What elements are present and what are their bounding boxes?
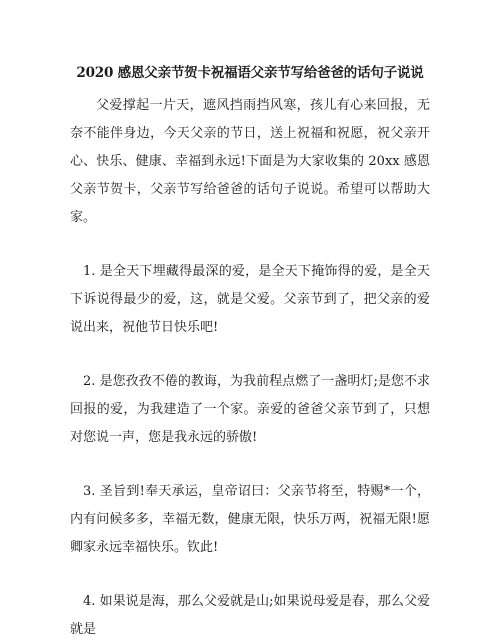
intro-paragraph: 父爱撑起一片天，遮风挡雨挡风寒，孩儿有心来回报，无奈不能伴身边，今天父亲的节日，送上祝福和祝愿，祝父亲开心、快乐、健康、幸福到永远!下面是为大家收集的 20xx 感恩父亲节贺卡，父亲节写给爸爸的话句子说说。希望可以帮助大家。: [70, 98, 430, 225]
list-item: 4. 如果说是海，那么父爱就是山;如果说母爱是春，那么父爱就是: [70, 594, 430, 637]
document-title: 2020 感恩父亲节贺卡祝福语父亲节写给爸爸的话句子说说: [76, 65, 424, 81]
list-item: 3. 圣旨到!奉天承运，皇帝诏曰：父亲节将至，特赐*一个，内有问候多多，幸福无数，健康无限，快乐万两，祝福无限!愿卿家永远幸福快乐。钦此!: [70, 484, 430, 555]
list-item: 1. 是全天下埋藏得最深的爱，是全天下掩饰得的爱，是全天下诉说得最少的爱，这，就是父爱。父亲节到了，把父亲的爱说出来，祝他节日快乐吧!: [70, 264, 430, 335]
list-item: 2. 是您孜孜不倦的教诲，为我前程点燃了一盏明灯;是您不求回报的爱，为我建造了一个家。亲爱的爸爸父亲节到了，只想对您说一声，您是我永远的骄傲!: [70, 374, 430, 445]
